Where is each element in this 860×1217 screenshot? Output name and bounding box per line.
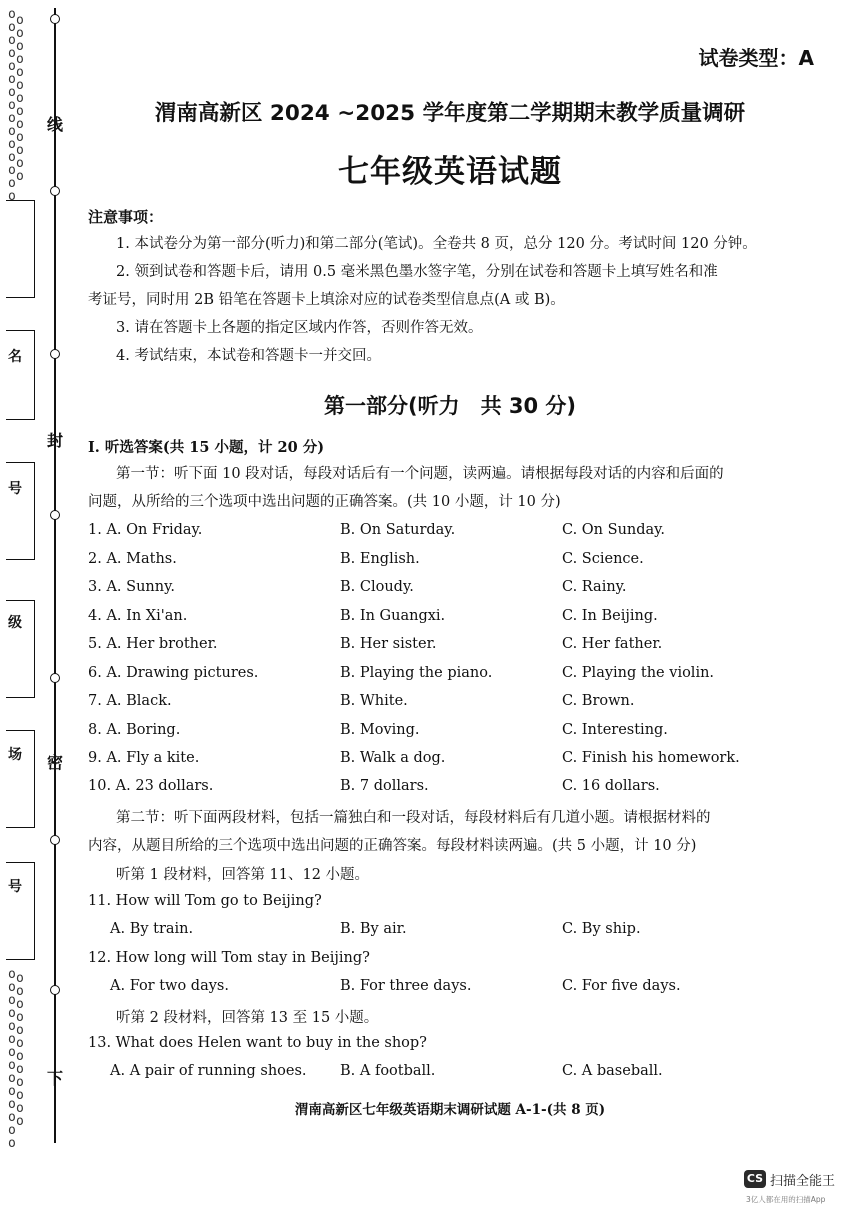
binding-dot	[50, 510, 60, 520]
exam-subtitle: 七年级英语试题	[338, 154, 562, 190]
option-c: C. On Sunday.	[562, 522, 666, 538]
binding-label-class: 级	[8, 615, 22, 631]
note-item: 考证号，同时用 2B 铅笔在答题卡上填涂对应的试卷类型信息点(A 或 B)。	[88, 292, 565, 308]
option-a: 7. A. Black.	[88, 693, 172, 709]
binding-label-name: 名	[8, 349, 22, 365]
binding-char-line: 线	[47, 115, 64, 134]
material-label: 听第 1 段材料，回答第 11、12 小题。	[116, 867, 370, 883]
scanner-app-slogan: 3亿人都在用的扫描App	[746, 1195, 826, 1204]
option-a: 2. A. Maths.	[88, 551, 177, 567]
option-c: C. Her father.	[562, 636, 663, 652]
binding-circles-top: o o o o o o o o o o o o o o o	[8, 7, 16, 204]
option-a: 10. A. 23 dollars.	[88, 778, 214, 794]
option-c: C. Science.	[562, 551, 644, 567]
question-stem: 12. How long will Tom stay in Beijing?	[88, 950, 370, 966]
option-b: B. Her sister.	[340, 636, 437, 652]
option-c: C. By ship.	[562, 921, 641, 937]
option-a: 3. A. Sunny.	[88, 579, 175, 595]
option-b: B. English.	[340, 551, 420, 567]
binding-dot	[50, 186, 60, 196]
section-instruction: 第一节：听下面 10 段对话，每段对话后有一个问题，读两遍。请根据每段对话的内容和后面的	[116, 466, 724, 482]
option-a: A. By train.	[110, 921, 194, 937]
option-c: C. Rainy.	[562, 579, 627, 595]
option-c: C. In Beijing.	[562, 608, 658, 624]
option-b: B. For three days.	[340, 978, 472, 994]
binding-char-seal: 封	[47, 431, 64, 450]
option-a: 4. A. In Xi'an.	[88, 608, 188, 624]
question-stem: 13. What does Helen want to buy in the shop?	[88, 1035, 427, 1051]
option-b: B. A football.	[340, 1063, 436, 1079]
option-b: B. By air.	[340, 921, 407, 937]
option-a: 6. A. Drawing pictures.	[88, 665, 259, 681]
section-instruction: 内容，从题目所给的三个选项中选出问题的正确答案。每段材料读两遍。(共 5 小题，计 10 分)	[88, 838, 697, 854]
option-a: 5. A. Her brother.	[88, 636, 218, 652]
binding-box	[6, 462, 35, 560]
note-item: 4. 考试结束，本试卷和答题卡一并交回。	[116, 348, 381, 364]
section-heading: Ⅰ. 听选答案(共 15 小题，计 20 分)	[88, 439, 325, 456]
binding-line	[54, 8, 56, 1143]
option-b: B. White.	[340, 693, 408, 709]
option-c: C. For five days.	[562, 978, 681, 994]
notes-heading: 注意事项：	[88, 208, 164, 226]
binding-dot	[50, 835, 60, 845]
binding-circles-top-2: o o o o o o o o o o o o o	[16, 13, 24, 184]
option-c: C. Interesting.	[562, 722, 668, 738]
paper-type: 试卷类型：A	[698, 46, 814, 70]
binding-char-down: 下	[47, 1069, 64, 1088]
binding-dot	[50, 985, 60, 995]
note-item: 3. 请在答题卡上各题的指定区域内作答，否则作答无效。	[116, 320, 483, 336]
option-a: 8. A. Boring.	[88, 722, 181, 738]
binding-dot	[50, 14, 60, 24]
option-a: A. A pair of running shoes.	[110, 1063, 307, 1079]
option-b: B. 7 dollars.	[340, 778, 429, 794]
camscanner-logo-icon: CS	[744, 1170, 766, 1188]
option-c: C. 16 dollars.	[562, 778, 660, 794]
part-one-title: 第一部分(听力 共 30 分)	[323, 394, 577, 418]
binding-label-room: 场	[8, 747, 22, 763]
section-instruction: 问题，从所给的三个选项中选出问题的正确答案。(共 10 小题，计 10 分)	[88, 494, 561, 510]
option-c: C. Brown.	[562, 693, 635, 709]
option-a: 9. A. Fly a kite.	[88, 750, 200, 766]
option-c: C. Playing the violin.	[562, 665, 715, 681]
section-instruction: 第二节：听下面两段材料，包括一篇独白和一段对话，每段材料后有几道小题。请根据材料的	[116, 810, 711, 826]
binding-char-secret: 密	[47, 753, 64, 772]
binding-circles-bottom: o o o o o o o o o o o o o o	[8, 967, 16, 1151]
binding-label-number: 号	[8, 481, 22, 497]
option-a: 1. A. On Friday.	[88, 522, 203, 538]
question-stem: 11. How will Tom go to Beijing?	[88, 893, 322, 909]
note-item: 1. 本试卷分为第一部分(听力)和第二部分(笔试)。全卷共 8 页，总分 120 分。考试时间 120 分钟。	[116, 236, 757, 252]
option-b: B. On Saturday.	[340, 522, 456, 538]
exam-title: 渭南高新区 2024 ~2025 学年度第二学期期末教学质量调研	[154, 101, 746, 126]
binding-dot	[50, 349, 60, 359]
binding-margin	[0, 0, 80, 1150]
page-footer: 渭南高新区七年级英语期末调研试题 A-1-(共 8 页)	[294, 1102, 606, 1118]
scanner-app-name: 扫描全能王	[770, 1174, 836, 1189]
material-label: 听第 2 段材料，回答第 13 至 15 小题。	[116, 1010, 379, 1026]
binding-dot	[50, 673, 60, 683]
binding-box	[6, 330, 35, 420]
option-b: B. In Guangxi.	[340, 608, 446, 624]
binding-label-seat: 号	[8, 879, 22, 895]
binding-box	[6, 200, 35, 298]
note-item: 2. 领到试卷和答题卡后，请用 0.5 毫米黑色墨水签字笔，分别在试卷和答题卡上填写姓名和准	[116, 264, 718, 280]
option-b: B. Moving.	[340, 722, 420, 738]
option-a: A. For two days.	[110, 978, 229, 994]
option-b: B. Walk a dog.	[340, 750, 446, 766]
option-b: B. Cloudy.	[340, 579, 414, 595]
binding-circles-bottom-2: o o o o o o o o o o o o	[16, 971, 24, 1129]
option-c: C. A baseball.	[562, 1063, 663, 1079]
option-c: C. Finish his homework.	[562, 750, 740, 766]
option-b: B. Playing the piano.	[340, 665, 493, 681]
